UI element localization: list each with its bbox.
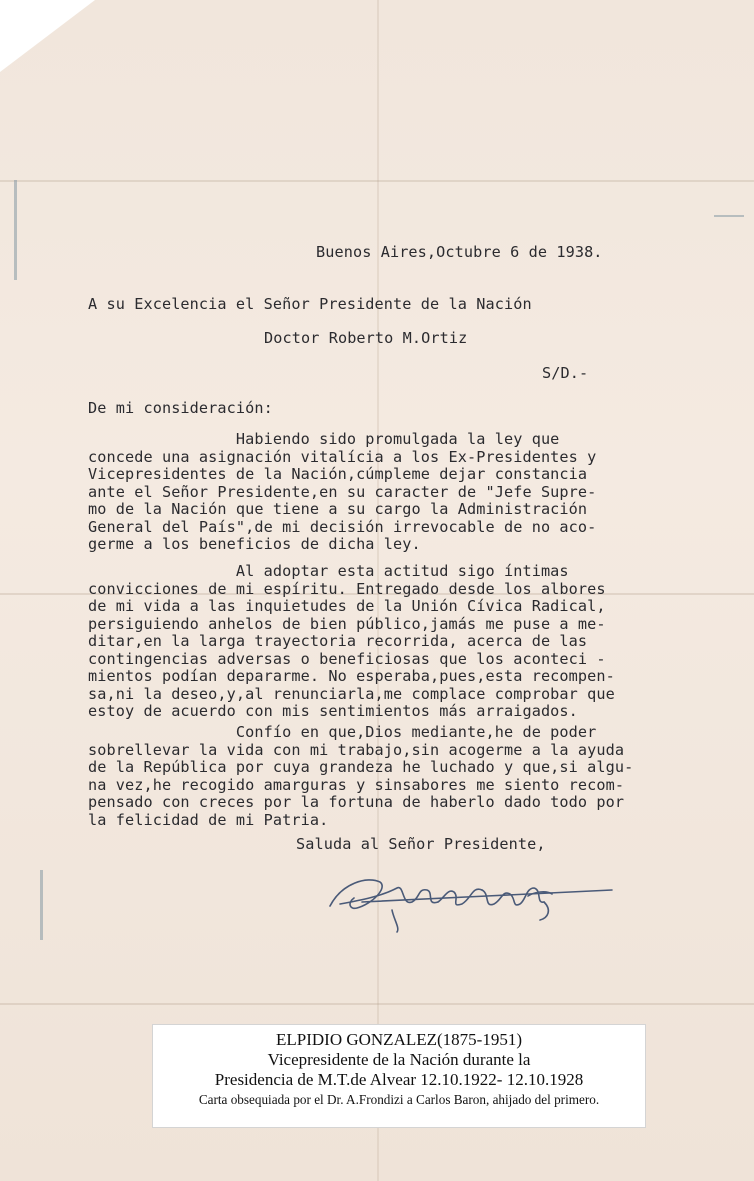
caption-note: Carta obsequiada por el Dr. A.Frondizi a Carlos Baron, ahijado del primero. xyxy=(198,1092,600,1107)
body-paragraph-3: Confío en que,Dios mediante,he de poder sobrellevar la vida con mi trabajo,sin acogerme a la ayuda de la República por cuya grandeza he luchado y que,si algu- na vez,he recogido amarguras y sinsabores me siento recom- pensado con creces por la fortuna de haberlo dado todo por la felicidad de mi Patria. xyxy=(88,723,634,829)
body-paragraph-1: Habiendo sido promulgada la ley que concede una asignación vitalícia a los Ex-Presidentes y Vicepresidentes de la Nación,cúmpleme dejar constancia ante el Señor Presidente,en su caracter de "Jefe Supre- mo de la Nación que tiene a su cargo la Administración General del País",de mi decisión irrevocable de no aco- germe a los beneficios de dicha ley. xyxy=(88,430,597,553)
addressee-name: Doctor Roberto M.Ortiz xyxy=(264,329,468,347)
photo-caption xyxy=(152,1024,646,1128)
handwritten-signature xyxy=(322,858,617,938)
caption-line: Presidencia de M.T.de Alvear 12.10.1922- 12.10.1928 xyxy=(214,1070,584,1089)
sd-mark: S/D.- xyxy=(542,364,589,382)
closing-line: Saluda al Señor Presidente, xyxy=(296,835,546,853)
caption-line: Vicepresidente de la Nación durante la xyxy=(267,1050,531,1069)
caption-title: ELPIDIO GONZALEZ(1875-1951) xyxy=(276,1030,522,1049)
margin-pencil-mark xyxy=(714,215,744,217)
addressee-line: A su Excelencia el Señor Presidente de la Nación xyxy=(88,295,532,313)
salutation: De mi consideración: xyxy=(88,399,273,417)
letter-date: Buenos Aires,Octubre 6 de 1938. xyxy=(316,243,603,261)
body-paragraph-2: Al adoptar esta actitud sigo íntimas convicciones de mi espíritu. Entregado desde los albores de mi vida a las inquietudes de la Unión Cívica Radical, persiguiendo anhelos de bien público,jamás me puse a me- ditar,en la larga trayectoria recorrida, acerca de las contingencias adversas o beneficiosas que los aconteci - mientos podían depararme. No esperaba,pues,esta recompen- sa,ni la deseo,y,al renunciarla,me complace comprobar que estoy de acuerdo con mis sentimientos más arraigados. xyxy=(88,562,615,720)
margin-pencil-mark xyxy=(14,180,17,280)
margin-pencil-mark xyxy=(40,870,43,940)
